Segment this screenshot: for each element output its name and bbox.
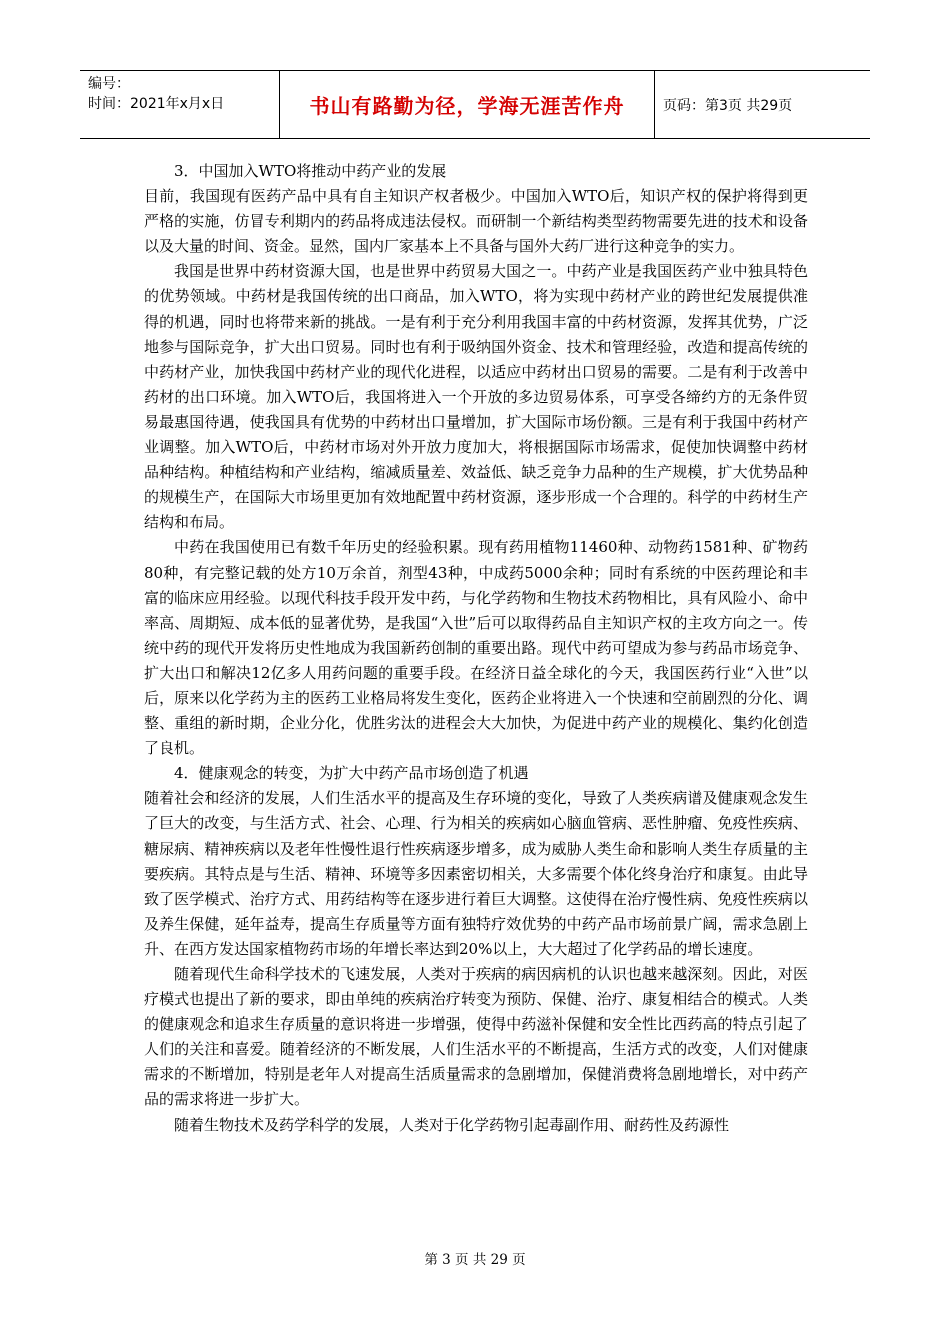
paragraph: 4．健康观念的转变，为扩大中药产品市场创造了机遇 — [174, 764, 529, 783]
paragraph: 随着生物技术及药学科学的发展，人类对于化学药物引起毒副作用、耐药性及药源性 — [174, 1115, 730, 1134]
header-info-cell — [80, 71, 280, 138]
document-body — [144, 159, 808, 1138]
document-number-label: 编号： — [88, 76, 130, 92]
page-footer: 第 3 页 共 29 页 — [424, 1252, 526, 1268]
paragraph: 目前，我国现有医药产品中具有自主知识产权者极少。中国加入WTO后，知识产权的保护将得到更严格的实施，仿冒专利期内的药品将成违法侵权。而研制一个新结构类型药物需要先进的技术和设备以及大量的时间、资金。显然，国内厂家基本上不具备与国外大药厂进行这种竞争的实力。 — [144, 187, 808, 256]
paragraph: 随着社会和经济的发展，人们生活水平的提高及生存环境的变化，导致了人类疾病谱及健康观念发生了巨大的改变，与生活方式、社会、心理、行为相关的疾病如心脑血管病、恶性肿瘤、免疫性疾病、糖尿病、精神疾病以及老年性慢性退行性疾病逐步增多，成为威胁人类生命和影响人类生存质量的主要疾病。其特点是与生活、精神、环境等多因素密切相关，大多需要个体化终身治疗和康复。由此导致了医学模式、治疗方式、用药结构等在逐步进行着巨大调整。这使得在治疗慢性病、免疫性疾病以及养生保健，延年益寿，提高生存质量等方面有独特疗效优势的中药产品市场前景广阔，需求急剧上升、在西方发达国家植物药市场的年增长率达到20%以上，大大超过了化学药品的增长速度。 — [144, 789, 808, 958]
paragraph: 3．中国加入WTO将推动中药产业的发展 — [174, 162, 447, 180]
header-page-label: 页码：第3页 共29页 — [663, 97, 793, 114]
paragraph: 随着现代生命科学技术的飞速发展，人类对于疾病的病因病机的认识也越来越深刻。因此，对医疗模式也提出了新的要求，即由单纯的疾病治疗转变为预防、保健、治疗、康复相结合的模式。人类的健康观念和追求生存质量的意识将进一步增强，使得中药滋补保健和安全性比西药高的特点引起了人们的关注和喜爱。随着经济的不断发展，人们生活水平的不断提高，生活方式的改变，人们对健康需求的不断增加，特别是老年人对提高生活质量需求的急剧增加，保健消费将急剧地增长，对中药产品的需求将进一步扩大。 — [144, 965, 808, 1109]
document-date-label: 时间：2021年x月x日 — [88, 96, 225, 112]
header-table — [80, 70, 870, 139]
header-motto: 书山有路勤为径，学海无涯苦作舟 — [280, 71, 655, 138]
paragraph: 中药在我国使用已有数千年历史的经验积累。现有药用植物11460种、动物药1581种、矿物药80种，有完整记载的处方10万余首，剂型43种，中成药5000余种；同时有系统的中医药理论和丰富的临床应用经验。以现代科技手段开发中药，与化学药物和生物技术药物相比，具有风险小、命中率高、周期短、成本低的显著优势，是我国“入世”后可以取得药品自主知识产权的主攻方向之一。传统中药的现代开发将历史性地成为我国新药创制的重要出路。现代中药可望成为参与药品市场竞争、扩大出口和解决12亿多人用药问题的重要手段。在经济日益全球化的今天，我国医药行业“入世”以后，原来以化学药为主的医药工业格局将发生变化，医药企业将进入一个快速和空前剧烈的分化、调整、重组的新时期，企业分化，优胜劣汰的进程会大大加快，为促进中药产业的规模化、集约化创造了良机。 — [144, 538, 808, 758]
paragraph: 我国是世界中药材资源大国，也是世界中药贸易大国之一。中药产业是我国医药产业中独具特色的优势领域。中药材是我国传统的出口商品，加入WTO，将为实现中药材产业的跨世纪发展提供准得的机遇，同时也将带来新的挑战。一是有利于充分利用我国丰富的中药材资源，发挥其优势，广泛地参与国际竞争，扩大出口贸易。同时也有利于吸纳国外资金、技术和管理经验，改造和提高传统的中药材产业，加快我国中药材产业的现代化进程，以适应中药材出口贸易的需要。二是有利于改善中药材的出口环境。加入WTO后，我国将进入一个开放的多边贸易体系，可享受各缔约方的无条件贸易最惠国待遇，使我国具有优势的中药材出口量增加，扩大国际市场份额。三是有利于我国中药材产业调整。加入WTO后，中药材市场对外开放力度加大，将根据国际市场需求，促使加快调整中药材品种结构。种植结构和产业结构，缩减质量差、效益低、缺乏竞争力品种的生产规模，扩大优势品种的规模生产，在国际大市场里更加有效地配置中药材资源，逐步形成一个合理的。科学的中药材生产结构和布局。 — [144, 262, 808, 532]
